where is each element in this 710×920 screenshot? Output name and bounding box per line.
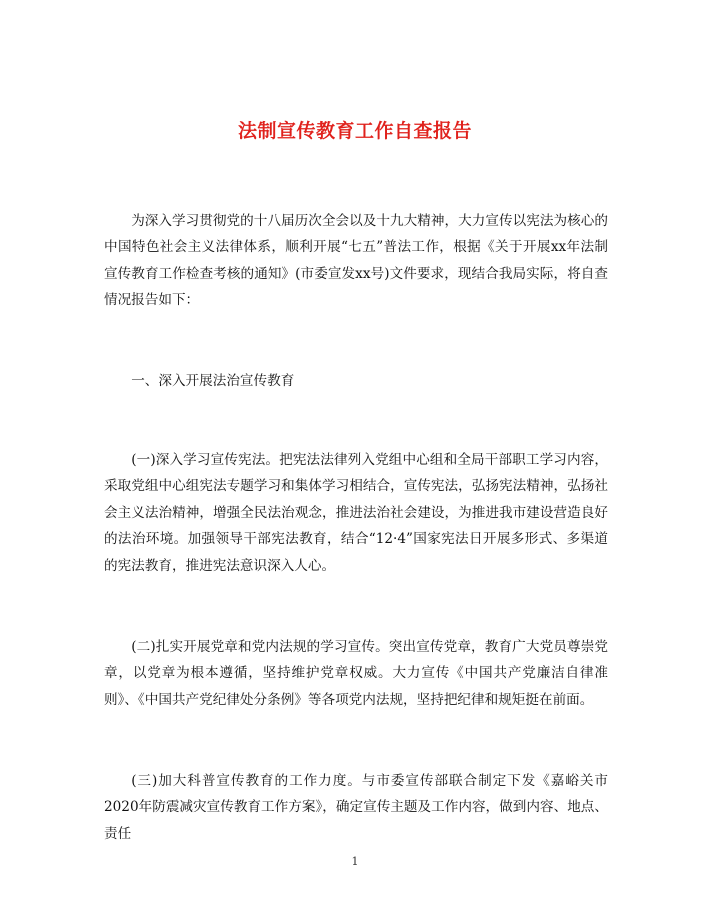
subsection-paragraph-1: (一)深入学习宣传宪法。把宪法法律列入党组中心组和全局干部职工学习内容，采取党组中心组宪法专题学习和集体学习相结合，宣传宪法，弘扬宪法精神，弘扬社会主义法治精神，增强全民法治观念，推进法治社会建设，为推进我市建设营造良好的法治环境。加强领导干部宪法教育，结合“12·4”国家宪法日开展多形式、多渠道的宪法教育，推进宪法意识深入人心。: [104, 452, 608, 574]
section-heading: 一、深入开展法治宣传教育: [131, 373, 295, 389]
intro-paragraph: 为深入学习贯彻党的十八届历次全会以及十九大精神，大力宣传以宪法为核心的中国特色社会主义法律体系，顺利开展“七五”普法工作，根据《关于开展xx年法制宣传教育工作检查考核的通知》(市委宣发xx号)文件要求，现结合我局实际，将自查情况报告如下：: [104, 213, 608, 309]
subsection-paragraph-3: (三)加大科普宣传教育的工作力度。与市委宣传部联合制定下发《嘉峪关市2020年防震减灾宣传教育工作方案》，确定宣传主题及工作内容，做到内容、地点、责任: [104, 773, 608, 842]
page-title: 法制宣传教育工作自查报告: [237, 120, 472, 142]
subsection-paragraph-2: (二)扎实开展党章和党内法规的学习宣传。突出宣传党章，教育广大党员尊崇党章，以党章为根本遵循，坚持维护党章权威。大力宣传《中国共产党廉洁自律准则》、《中国共产党纪律处分条例》等各项党内法规，坚持把纪律和规矩挺在前面。: [104, 639, 608, 708]
page-number: 1: [351, 855, 359, 868]
